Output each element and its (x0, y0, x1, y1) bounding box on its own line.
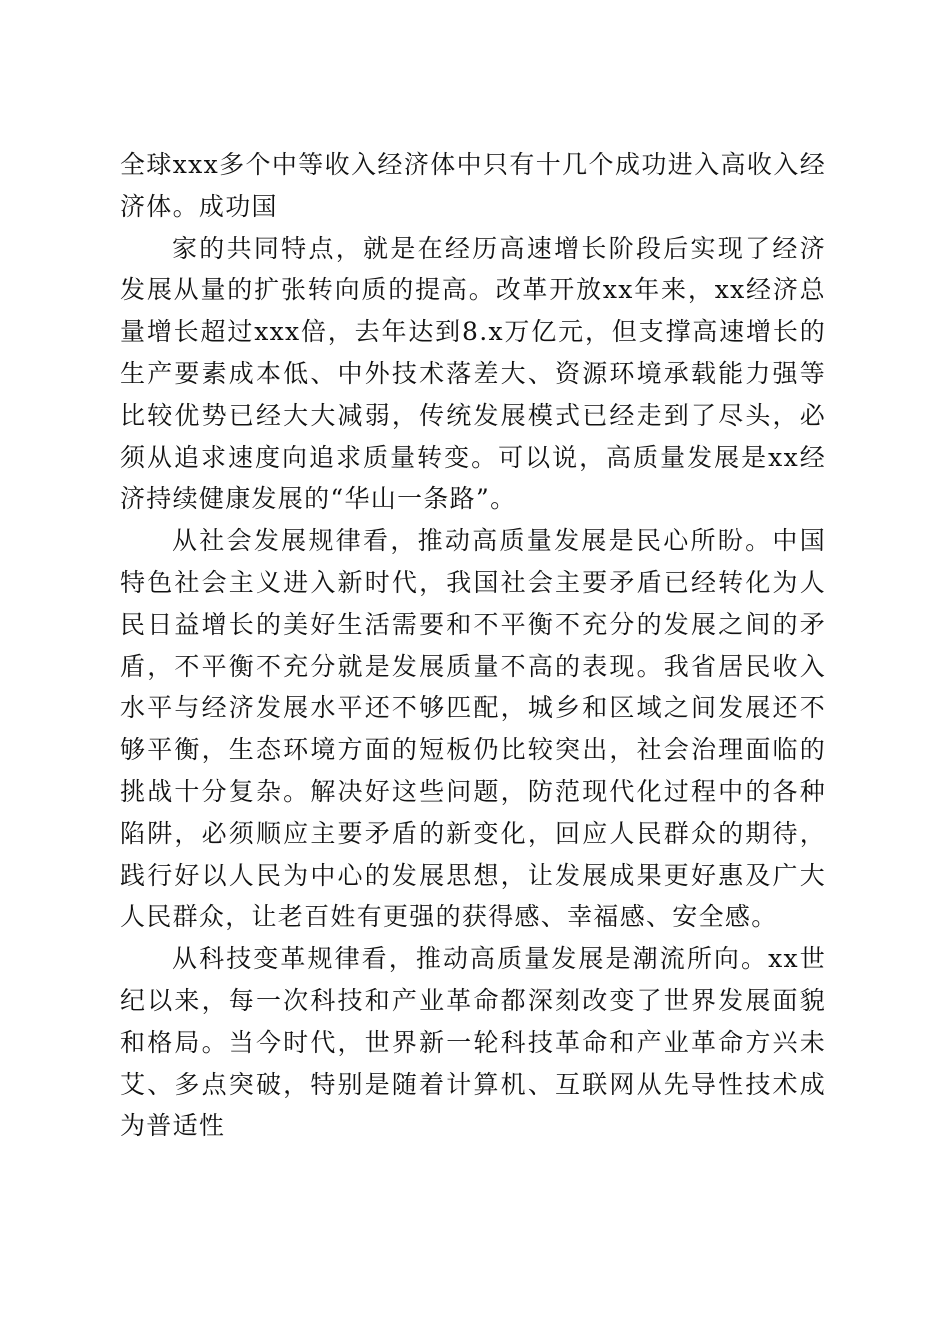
document-page (120, 144, 826, 1147)
paragraph-2: 家的共同特点，就是在经历高速增长阶段后实现了经济发展从量的扩张转向质的提高。改革开放xx年来，xx经济总量增长超过xxx倍，去年达到8.x万亿元，但支撑高速增长的生产要素成本低、中外技术落差大、资源环境承载能力强等比较优势已经大大减弱，传统发展模式已经走到了尽头，必须从追求速度向追求质量转变。可以说，高质量发展是xx经济持续健康发展的“华山一条路”。 (120, 233, 826, 514)
paragraph-4: 从科技变革规律看，推动高质量发展是潮流所向。xx世纪以来，每一次科技和产业革命都深刻改变了世界发展面貌和格局。当今时代，世界新一轮科技革命和产业革命方兴未艾、多点突破，特别是随着计算机、互联网从先导性技术成为普适性 (120, 944, 826, 1141)
paragraph-3: 从社会发展规律看，推动高质量发展是民心所盼。中国特色社会主义进入新时代，我国社会主要矛盾已经转化为人民日益增长的美好生活需要和不平衡不充分的发展之间的矛盾，不平衡不充分就是发展质量不高的表现。我省居民收入水平与经济发展水平还不够匹配，城乡和区域之间发展还不够平衡，生态环境方面的短板仍比较突出，社会治理面临的挑战十分复杂。解决好这些问题，防范现代化过程中的各种陷阱，必须顺应主要矛盾的新变化，回应人民群众的期待，践行好以人民为中心的发展思想，让发展成果更好惠及广大人民群众，让老百姓有更强的获得感、幸福感、安全感。 (120, 526, 826, 932)
paragraph-1: 全球xxx多个中等收入经济体中只有十几个成功进入高收入经济体。成功国 (120, 150, 826, 221)
